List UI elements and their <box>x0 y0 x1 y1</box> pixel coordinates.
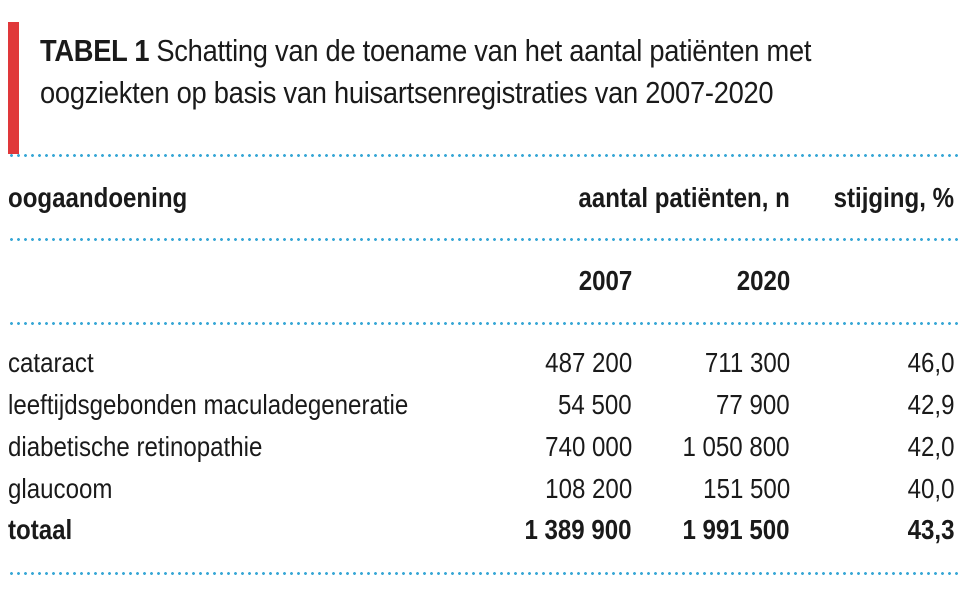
total-2007: 1 389 900 <box>524 514 632 545</box>
cell-increase: 42,0 <box>907 431 954 462</box>
cell-2020: 711 300 <box>704 347 790 378</box>
cell-increase: 42,9 <box>907 389 954 420</box>
year-2007: 2007 <box>578 265 632 296</box>
table-row <box>8 427 958 467</box>
divider-top <box>8 154 958 157</box>
cell-condition: diabetische retinopathie <box>8 431 263 462</box>
title-text-1: Schatting van de toename van het aantal patiënten met <box>156 33 812 68</box>
cell-2007: 740 000 <box>544 431 632 462</box>
cell-2020: 151 500 <box>702 473 790 504</box>
header-count: aantal patiënten, n <box>578 182 790 213</box>
cell-condition: cataract <box>8 347 94 378</box>
total-increase: 43,3 <box>907 514 954 545</box>
divider-bottom <box>8 572 958 575</box>
table-row <box>8 469 958 509</box>
title-line-1 <box>40 30 841 72</box>
cell-2020: 77 900 <box>716 389 790 420</box>
table-row <box>8 385 958 425</box>
year-row <box>8 261 958 301</box>
table-label: TABEL 1 <box>40 33 150 68</box>
header-row <box>8 178 958 218</box>
total-2020: 1 991 500 <box>682 514 790 545</box>
cell-2020: 1 050 800 <box>682 431 790 462</box>
header-condition: oogaandoening <box>8 182 188 213</box>
cell-2007: 108 200 <box>544 473 632 504</box>
table-row <box>8 343 958 383</box>
title-line-2: oogziekten op basis van huisartsenregistraties van 2007-2020 <box>40 75 774 110</box>
total-row <box>8 510 958 550</box>
accent-bar <box>8 22 19 154</box>
cell-condition: leeftijdsgebonden maculadegeneratie <box>8 389 409 420</box>
cell-increase: 46,0 <box>907 347 954 378</box>
table-title <box>40 30 841 114</box>
header-increase: stijging, % <box>833 182 954 213</box>
year-2020: 2020 <box>736 265 790 296</box>
cell-2007: 54 500 <box>558 389 632 420</box>
cell-increase: 40,0 <box>907 473 954 504</box>
divider-years <box>8 322 958 325</box>
cell-2007: 487 200 <box>544 347 632 378</box>
cell-condition: glaucoom <box>8 473 113 504</box>
total-label: totaal <box>8 514 73 545</box>
divider-header <box>8 238 958 241</box>
